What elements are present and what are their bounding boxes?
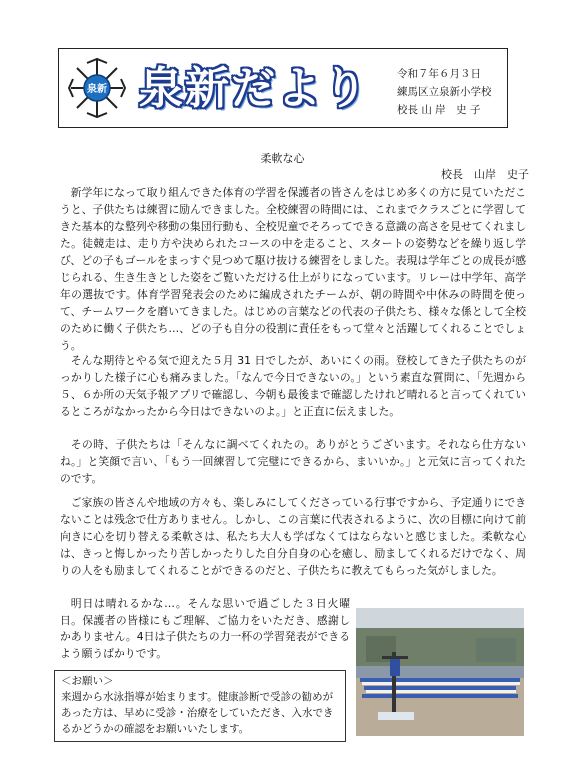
notice-box [54,670,346,742]
newsletter-title: 泉新だより [139,63,369,114]
article-paragraph: 明日は晴れるかな…。そんな思いで過ごした３日火曜日。保護者の皆様にもご理解、ご協力をいただき、感謝しかありません。4日は子供たちの力一杯の学習発表ができるよう願うばかりです。 [60,597,350,660]
notice-body: 来週から水泳指導が始まります。健康診断で受診の勧めがあった方は、早めに受診・治療をしていただき、入水できるかどうかの確認をお願いいたします。 [61,691,334,735]
article-paragraph: ご家族の皆さんや地域の方々も、楽しみにしてくださっている行事ですから、予定通りにできないことは残念で仕方ありません。しかし、この言葉に代表されるように、次の目標に向けて前向きに心を切り替える柔軟さは、私たち大人も学ばなくてはならないと感じました。柔軟な心は、きっと悔しかったり苦しかったりした自分自身の心を癒し、励ましてくれるだけでなく、周りの人をも励ましてくれることができるのだと、子供たちに教えてもらった気がしました。 [60,496,526,577]
article-paragraph: その時、子供たちは「そんなに調べてくれたの。ありがとうございます。それなら仕方ないね。」と笑顔で言い、「もう一回練習して完璧にできるから、まいいか。」と元気に言ってくれたのです。 [60,438,526,485]
principal-name: 校長 山 岸 史 子 [397,104,481,116]
sports-day-photo [356,608,524,736]
schoolyard-photo-image [356,608,524,736]
emblem-text: 泉新 [87,84,107,95]
masthead [58,48,508,128]
masthead-info [397,65,492,119]
article-paragraph: そんな期待とやる気で迎えた５月 31 日でしたが、あいにくの雨。登校してきた子供たちのがっかりした様子に心も痛みました。「なんで今日できないの。」という素直な質問に、「先週から５、６か所の天気予報アプリで確認し、今朝も最後まで確認したけれど晴れると言ってくれているところがなかったから今日はできないのよ。」と正直に伝えました。 [60,354,526,418]
article-title: 柔軟な心 [260,152,305,165]
notice-title: ＜お願い＞ [61,675,114,687]
article-paragraph: 新学年になって取り組んできた体育の学習を保護者の皆さんをはじめ多くの方に見ていただこうと、子供たちは練習に励んできました。全校練習の時間には、これまでクラスごとに学習してきた基本的な整列や移動の集団行動も、全校児童でそろってできる意識の高さを見せてくれました。徒競走は、走り方や決められたコースの中を走ること、スタートの姿勢などを繰り返し学び、どの子もゴールをまっすぐ見つめて駆け抜ける練習をしました。表現は学年ごとの成長が感じられる、生き生きとした姿をご覧いただける仕上がりになっています。リレーは中学年、高学年の選抜です。体育学習発表会のために編成されたチームが、朝の時間や中休みの時間を使って、チームワークを磨いてきました。はじめの言葉などの代表の子供たち、様々な係として全校のために働く子供たち…、どの子も自分の役割に責任をもって堂々と活躍してくれることでしょう。 [60,186,526,352]
school-emblem-icon [67,57,127,119]
issue-date: 令和７年６月３日 [397,68,481,80]
article-byline: 校長 山岸 史子 [441,168,529,181]
school-name: 練馬区立泉新小学校 [397,86,492,98]
